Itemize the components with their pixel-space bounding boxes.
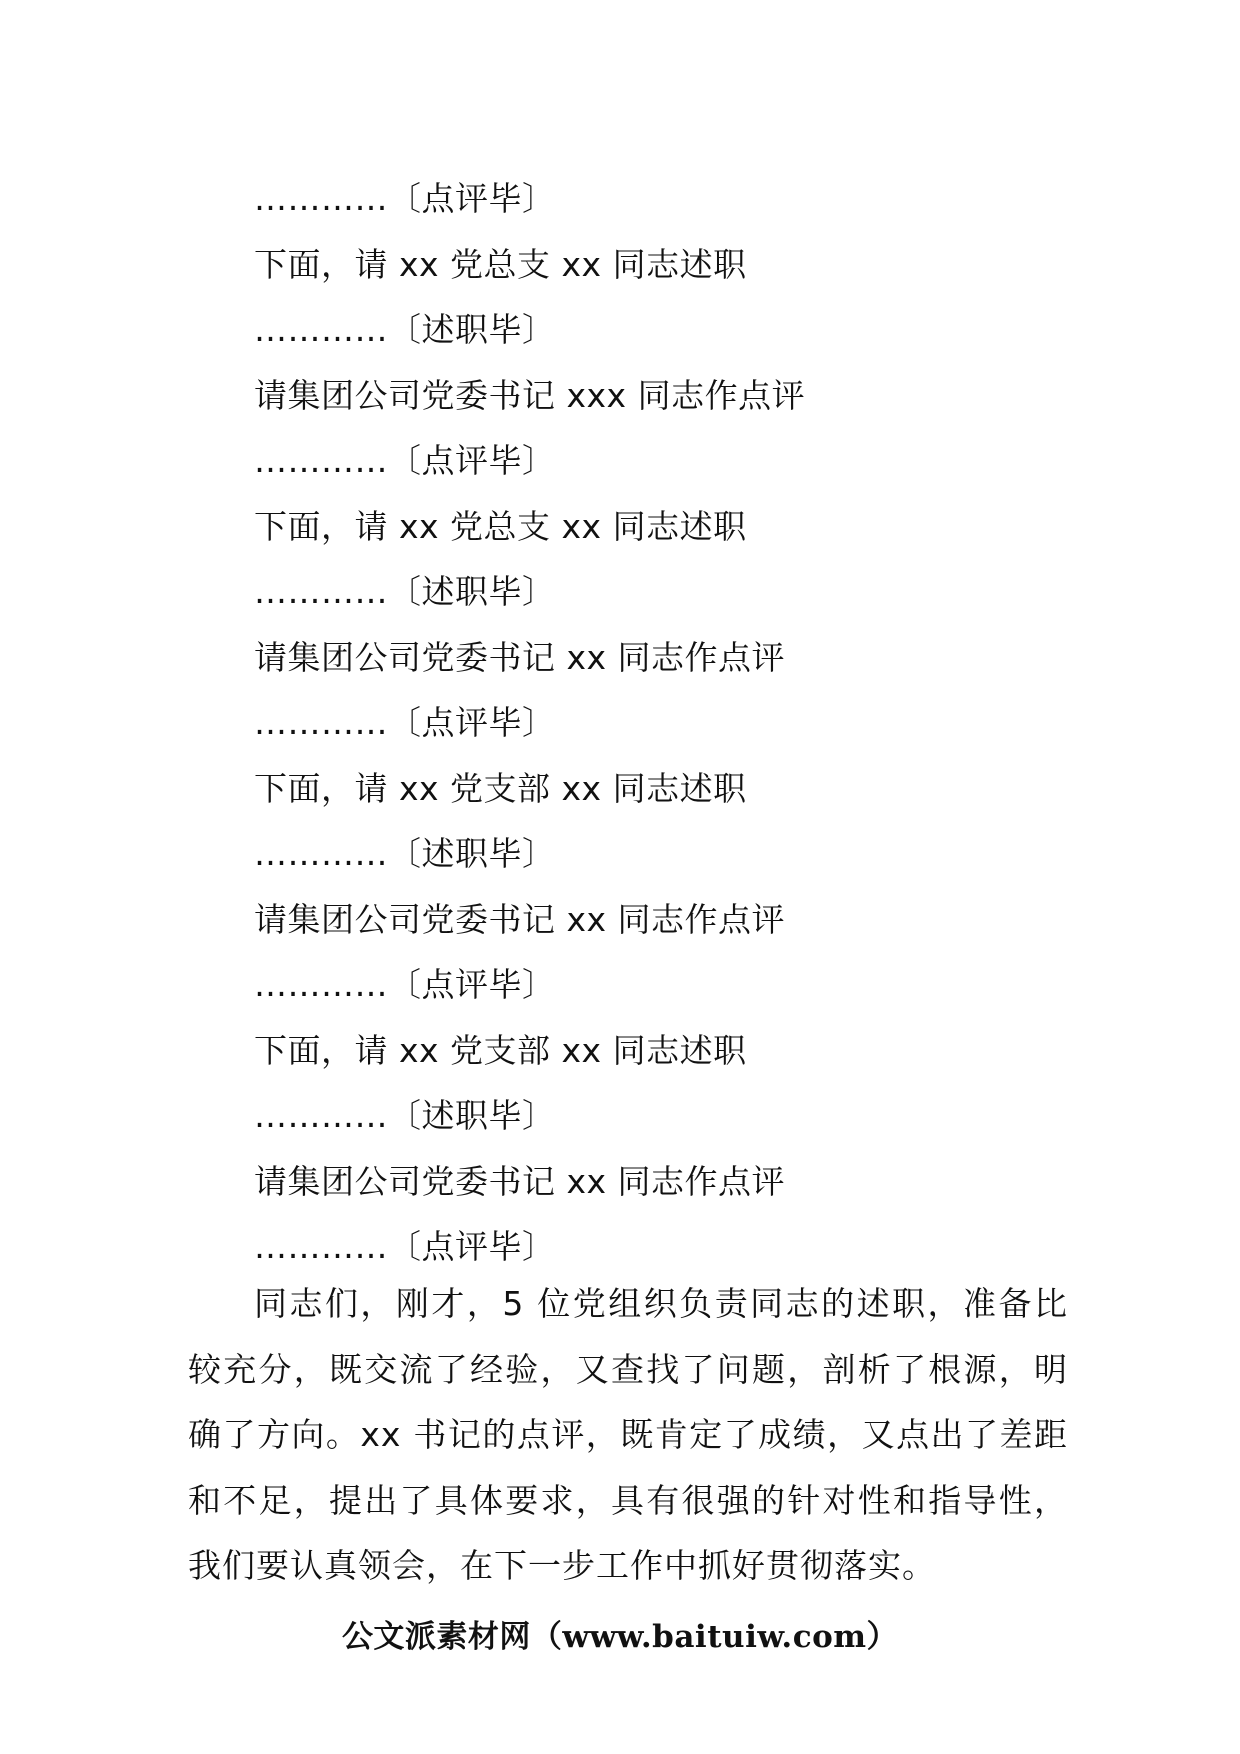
line-7: …………〔述职毕〕	[254, 572, 556, 611]
line-16: 请集团公司党委书记 xx 同志作点评	[254, 1161, 786, 1201]
line-1: …………〔点评毕〕	[254, 179, 556, 218]
line-17: …………〔点评毕〕	[254, 1227, 556, 1266]
closing-paragraph: 同志们，刚才，5 位党组织负责同志的述职，准备比较充分，既交流了经验，又查找了问题，剖析了根源，明确了方向。xx 书记的点评，既肯定了成绩，又点出了差距和不足，提出了具体要求，具有很强的针对性和指导性，我们要认真领会，在下一步工作中抓好贯彻落实。	[188, 1284, 1068, 1585]
line-4: 请集团公司党委书记 xxx 同志作点评	[254, 375, 806, 415]
line-11: …………〔述职毕〕	[254, 834, 556, 873]
footer-watermark: 公文派素材网（www.baituiw.com）	[341, 1619, 899, 1655]
line-3: …………〔述职毕〕	[254, 310, 556, 349]
line-9: …………〔点评毕〕	[254, 703, 556, 742]
line-2: 下面，请 xx 党总支 xx 同志述职	[254, 244, 747, 284]
line-5: …………〔点评毕〕	[254, 441, 556, 480]
line-13: …………〔点评毕〕	[254, 965, 556, 1004]
line-15: …………〔述职毕〕	[254, 1096, 556, 1135]
procedure-lines	[188, 166, 1068, 1280]
line-12: 请集团公司党委书记 xx 同志作点评	[254, 899, 786, 939]
line-8: 请集团公司党委书记 xx 同志作点评	[254, 637, 786, 677]
line-14: 下面，请 xx 党支部 xx 同志述职	[254, 1030, 747, 1070]
line-6: 下面，请 xx 党总支 xx 同志述职	[254, 506, 747, 546]
line-10: 下面，请 xx 党支部 xx 同志述职	[254, 768, 747, 808]
